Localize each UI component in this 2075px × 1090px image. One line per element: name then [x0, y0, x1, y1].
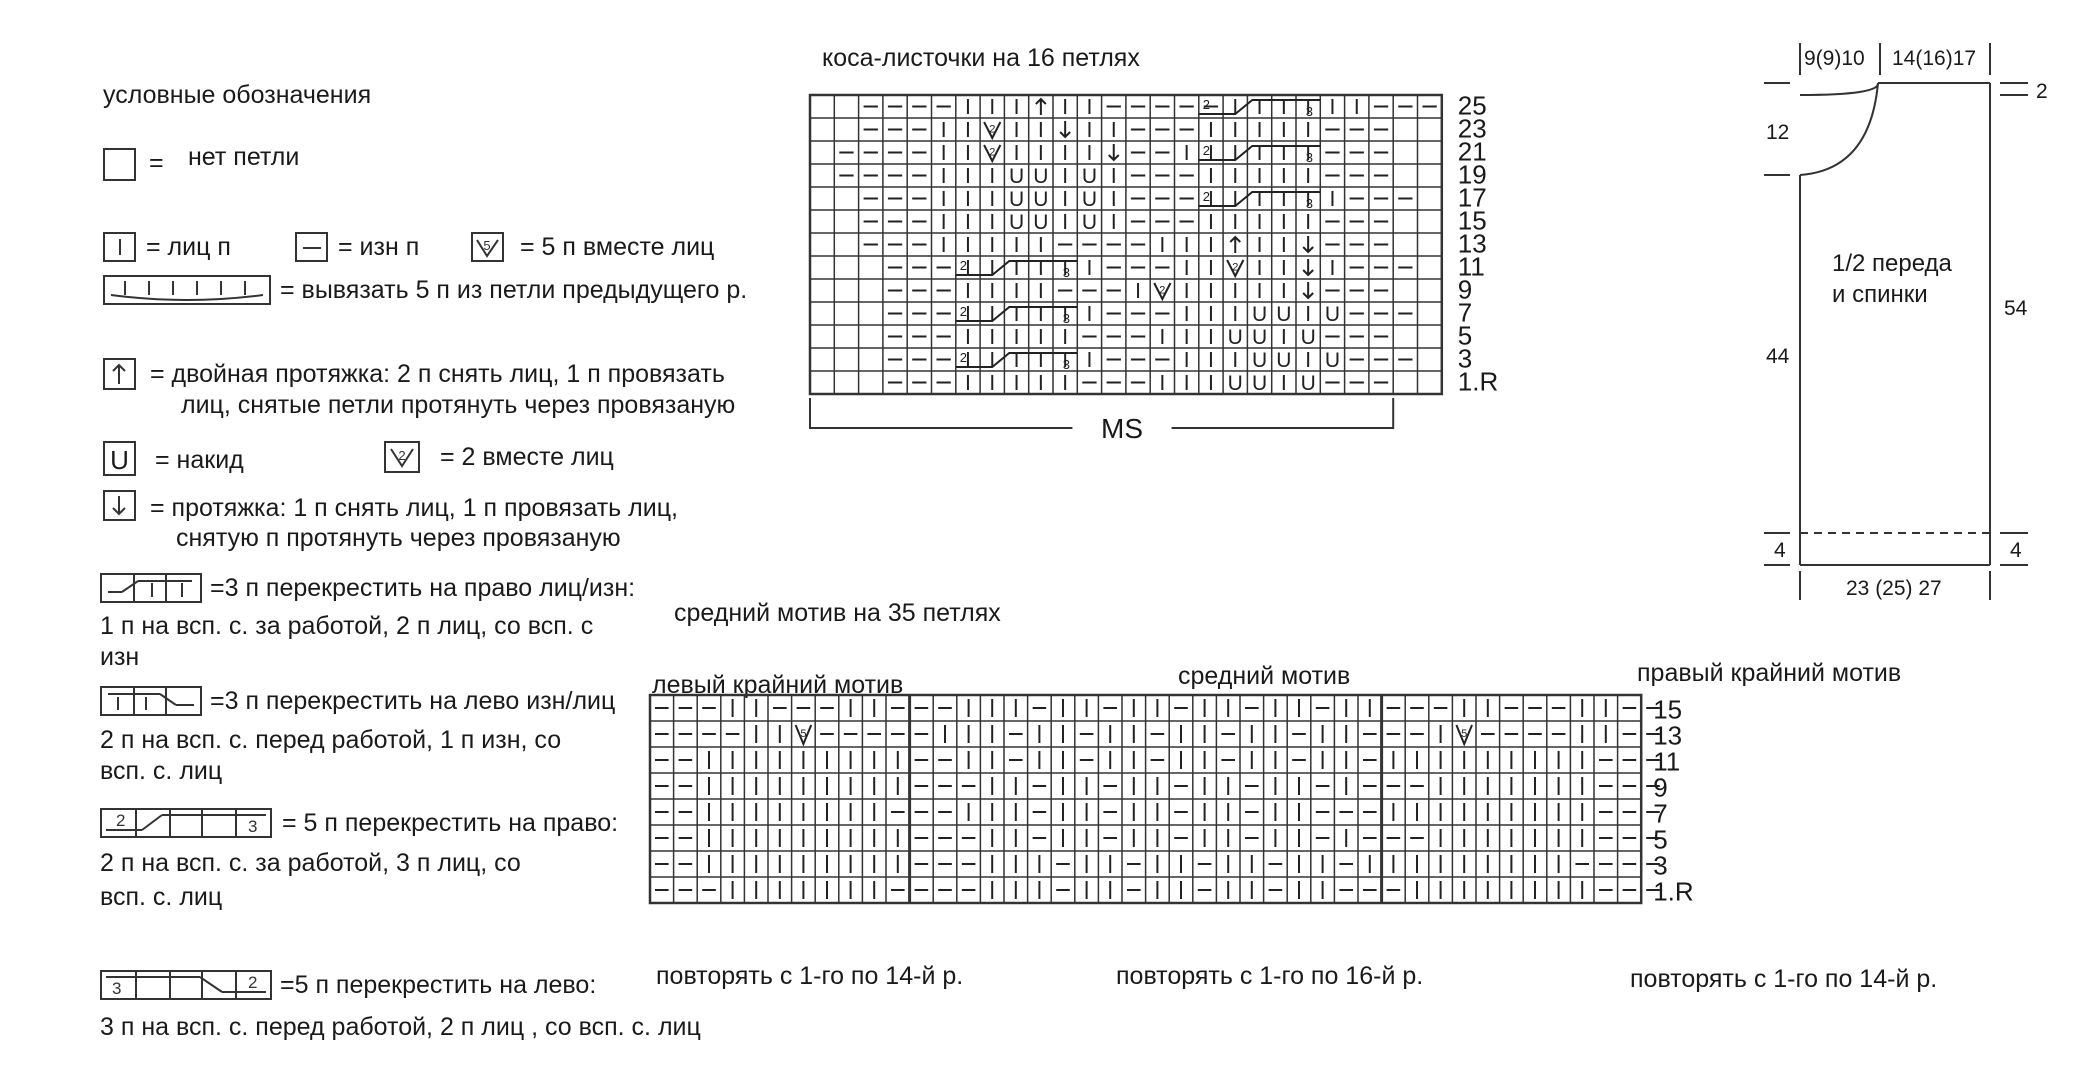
svg-text:2: 2: [1202, 143, 1211, 158]
yarn-over-stitch: U: [1227, 372, 1243, 395]
arrow-up-icon: [103, 358, 136, 390]
yarn-over-stitch: U: [1081, 188, 1098, 211]
chart1-row-number: 1.R: [1457, 366, 1499, 397]
chart2-left-title: левый крайний мотив: [652, 671, 904, 699]
double-decrease-stitch: [1036, 99, 1046, 115]
schematic-rib-left: 4: [1774, 539, 1786, 562]
schematic-label-2: и спинки: [1832, 281, 1928, 308]
schematic-top-right: 14(16)17: [1892, 47, 1977, 70]
yarn-over-stitch: U: [1227, 326, 1243, 349]
chart1-row-number: 15: [1457, 205, 1487, 236]
yarn-over-stitch: U: [1081, 211, 1098, 234]
yarn-over-label: = накид: [155, 446, 244, 474]
legend-title: условные обозначения: [103, 81, 372, 109]
yarn-over-stitch: U: [1033, 188, 1049, 211]
schematic-total-length: 54: [2004, 297, 2028, 320]
svg-text:2: 2: [989, 146, 996, 159]
skp-stitch: [1060, 121, 1070, 137]
double-decrease-stitch: [1230, 237, 1240, 253]
chart1-row-number: 5: [1457, 320, 1473, 351]
chart2-row-number: 15: [1653, 694, 1683, 725]
chart2-grid: [650, 695, 2070, 955]
no-stitch-label: нет петли: [188, 143, 300, 171]
schematic-neck-depth: 12: [1766, 121, 1790, 144]
cross3-right-label-1: =3 п перекрестить на право лиц/изн:: [210, 574, 636, 602]
chart1-row-number: 11: [1457, 251, 1485, 282]
cross3-left-label-2: 2 п на всп. с. перед работой, 1 п изн, со: [100, 726, 562, 754]
chart1-row-number: 17: [1457, 182, 1487, 213]
k5tog-symbol-icon: [471, 232, 504, 262]
chart2-row-number: 7: [1653, 798, 1668, 829]
yarn-over-stitch: U: [1300, 326, 1316, 349]
svg-text:2: 2: [959, 304, 968, 319]
double-decrease-label-2: лиц, снятые петли протянуть через провязаную: [181, 391, 736, 419]
chart2-title: средний мотив на 35 петлях: [674, 599, 1001, 627]
svg-text:3: 3: [1062, 265, 1070, 280]
chart1-row-number: 13: [1457, 228, 1487, 259]
yarn-over-stitch: U: [1251, 303, 1268, 326]
cross5-left-icon: [100, 970, 272, 1000]
knit-label: = лиц п: [146, 233, 231, 261]
schematic-label-1: 1/2 переда: [1832, 250, 1952, 277]
no-stitch-symbol: [103, 148, 136, 181]
svg-text:5: 5: [800, 728, 807, 740]
skp-stitch: [1303, 259, 1313, 275]
yarn-over-stitch: U: [1008, 211, 1025, 234]
schematic-shoulder-drop: 2: [2036, 80, 2048, 103]
skp-stitch: [1303, 236, 1313, 252]
yarn-over-stitch: U: [1251, 349, 1268, 372]
chart2-middle-title: средний мотив: [1178, 662, 1351, 690]
chart1-row-number: 25: [1457, 90, 1487, 121]
chart2-row-number: 1.R: [1653, 876, 1694, 907]
cross3-left-label-1: =3 п перекрестить на лево изн/лиц: [210, 687, 616, 715]
garment-schematic: [1760, 35, 2060, 635]
chart1-grid: [810, 90, 1910, 555]
svg-text:3: 3: [1062, 357, 1070, 372]
svg-text:3: 3: [112, 979, 122, 998]
cross3-right-label-3: изн: [100, 643, 140, 671]
yarn-over-stitch: U: [1276, 303, 1292, 326]
cross5-left-label-2: 3 п на всп. с. перед работой, 2 п лиц , со всп. с. лиц: [100, 1013, 701, 1041]
cross3-right-icon: [100, 573, 202, 603]
cross5-left-label-1: =5 п перекрестить на лево:: [280, 971, 597, 999]
chart1-title: коса-листочки на 16 петлях: [822, 44, 1140, 72]
yarn-over-icon: U: [103, 441, 136, 476]
svg-text:2: 2: [248, 973, 258, 992]
yarn-over-stitch: U: [1008, 165, 1025, 188]
chart2-row-number: 5: [1653, 824, 1668, 855]
schematic-width: 23 (25) 27: [1846, 577, 1942, 600]
yarn-over-stitch: U: [1251, 372, 1268, 395]
svg-text:2: 2: [989, 123, 996, 136]
yarn-over-stitch: U: [1324, 349, 1341, 372]
chart2-repeat-left: повторять с 1-го по 14-й р.: [656, 962, 964, 990]
chart2-row-number: 9: [1653, 772, 1668, 803]
k5tog-label: = 5 п вместе лиц: [520, 233, 715, 261]
svg-text:3: 3: [1305, 104, 1313, 119]
k2tog-icon: [384, 441, 420, 473]
yarn-over-stitch: U: [1081, 165, 1098, 188]
skp-label-1: = протяжка: 1 п снять лиц, 1 п провязать лиц,: [150, 494, 678, 522]
chart2-right-title: правый крайний мотив: [1637, 659, 1902, 687]
chart1-row-number: 21: [1457, 136, 1487, 167]
cross5-right-icon: [100, 808, 272, 838]
svg-text:5: 5: [483, 238, 491, 253]
yarn-over-stitch: U: [1008, 188, 1025, 211]
chart1-repeat-label: MS: [1101, 413, 1144, 444]
chart1-row-number: 23: [1457, 113, 1487, 144]
svg-text:3: 3: [1305, 196, 1313, 211]
svg-text:2: 2: [398, 448, 406, 463]
five-from-one-symbol-icon: [103, 275, 271, 305]
five-from-one-label: = вывязать 5 п из петли предыдущего р.: [280, 276, 748, 304]
purl-label: = изн п: [338, 233, 420, 261]
cross5-right-label-1: = 5 п перекрестить на право:: [282, 809, 619, 837]
k2tog-label: = 2 вместе лиц: [440, 443, 614, 471]
schematic-side-length: 44: [1766, 345, 1790, 368]
skp-stitch: [1109, 144, 1119, 160]
svg-text:2: 2: [1202, 189, 1211, 204]
skp-label-2: снятую п протянуть через провязаную: [176, 524, 621, 552]
schematic-top-left: 9(9)10: [1804, 47, 1865, 70]
svg-text:2: 2: [1202, 97, 1211, 112]
svg-text:5: 5: [1461, 728, 1468, 740]
yarn-over-stitch: U: [1251, 326, 1268, 349]
double-decrease-label-1: = двойная протяжка: 2 п снять лиц, 1 п провязать: [150, 360, 725, 388]
cross5-right-label-2: 2 п на всп. с. за работой, 3 п лиц, со: [100, 849, 521, 877]
yarn-over-stitch: U: [1324, 303, 1341, 326]
yarn-over-stitch: U: [1033, 211, 1049, 234]
chart2-repeat-right: повторять с 1-го по 14-й р.: [1630, 965, 1938, 993]
purl-symbol-icon: [295, 232, 328, 262]
chart1-row-number: 19: [1457, 159, 1487, 190]
svg-text:3: 3: [1062, 311, 1070, 326]
chart2-row-number: 11: [1653, 746, 1681, 777]
chart2-row-number: 3: [1653, 850, 1668, 881]
chart2-row-number: 13: [1653, 720, 1683, 751]
cross3-left-label-3: всп. с. лиц: [100, 757, 223, 785]
chart1-row-number: 9: [1457, 274, 1473, 305]
cross3-left-icon: [100, 686, 202, 716]
yarn-over-stitch: U: [1300, 372, 1316, 395]
chart1-row-number: 7: [1457, 297, 1473, 328]
yarn-over-stitch: U: [1033, 165, 1049, 188]
svg-text:2: 2: [959, 350, 968, 365]
svg-text:2: 2: [959, 258, 968, 273]
cross5-right-label-3: всп. с. лиц: [100, 883, 223, 911]
svg-text:3: 3: [1305, 150, 1313, 165]
svg-text:2: 2: [1232, 261, 1239, 274]
svg-text:3: 3: [248, 817, 258, 836]
arrow-down-icon: [103, 490, 136, 521]
chart2-repeat-middle: повторять с 1-го по 16-й р.: [1116, 962, 1424, 990]
skp-stitch: [1303, 282, 1313, 298]
cross3-right-label-2: 1 п на всп. с. за работой, 2 п лиц, со всп. с: [100, 612, 594, 640]
schematic-rib-right: 4: [2010, 539, 2022, 562]
svg-text:2: 2: [116, 811, 126, 830]
yarn-over-stitch: U: [1276, 349, 1292, 372]
chart1-row-number: 3: [1457, 343, 1473, 374]
svg-text:2: 2: [1159, 284, 1166, 297]
knit-symbol-icon: [103, 232, 136, 262]
